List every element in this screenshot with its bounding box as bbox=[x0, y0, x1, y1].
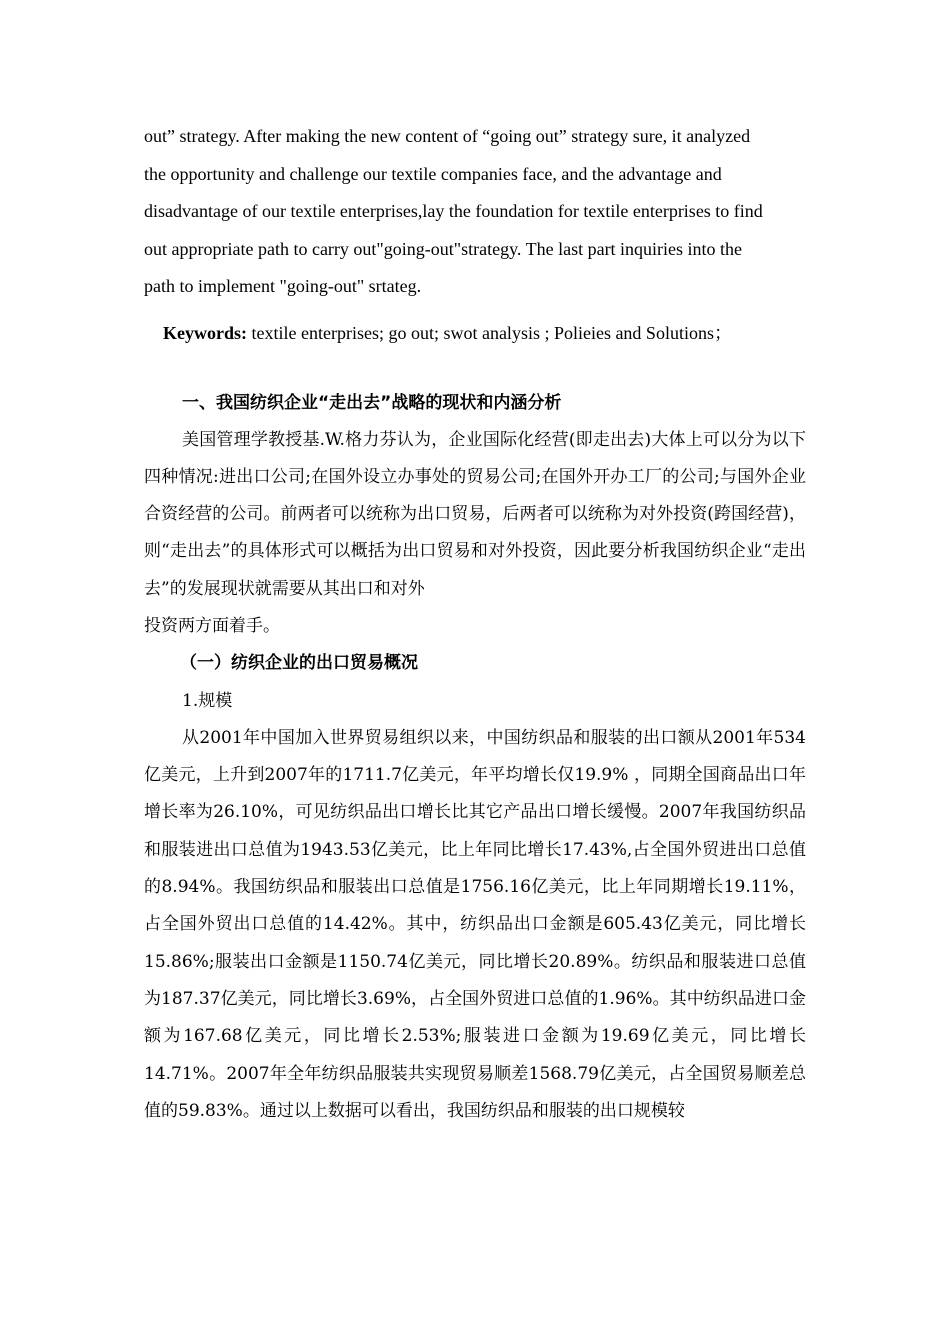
keywords-text: textile enterprises; go out; swot analysis ; Polieies and Solutions； bbox=[247, 322, 732, 343]
page-content bbox=[144, 118, 806, 1130]
keywords-line bbox=[163, 318, 806, 348]
body-paragraph-tail: 投资两方面着手。 bbox=[144, 615, 280, 636]
keywords-label: Keywords: bbox=[163, 322, 247, 343]
list-item-heading: 1.规模 bbox=[182, 690, 233, 711]
abstract-line: disadvantage of our textile enterprises,lay the foundation for textile enterprises to find bbox=[144, 201, 763, 221]
body-paragraph: 美国管理学教授基.W.格力芬认为，企业国际化经营(即走出去)大体上可以分为以下四种情况:进出口公司;在国外设立办事处的贸易公司;在国外开办工厂的公司;与国外企业合资经营的公司。前两者可以统称为出口贸易，后两者可以统称为对外投资(跨国经营)，则“走出去”的具体形式可以概括为出口贸易和对外投资，因此要分析我国纺织企业“走出去”的发展现状就需要从其出口和对外 bbox=[144, 429, 806, 599]
abstract-line: out appropriate path to carry out"going-out"strategy. The last part inquiries into the bbox=[144, 238, 743, 259]
body-paragraph: 从2001年中国加入世界贸易组织以来，中国纺织品和服装的出口额从2001年534亿美元，上升到2007年的1711.7亿美元，年平均增长仅19.9% ，同期全国商品出口年增长率为26.10%，可见纺织品出口增长比其它产品出口增长缓慢。2007年我国纺织品和服装进出口总值为1943.53亿美元，比上年同比增长17.43%,占全国外贸进出口总值的8.94%。我国纺织品和服装出口总值是1756.16亿美元，比上年同期增长19.11%，占全国外贸出口总值的14.42%。其中，纺织品出口金额是605.43亿美元，同比增长15.86%;服装出口金额是1150.74亿美元，同比增长20.89%。纺织品和服装进口总值为187.37亿美元，同比增长3.69%，占全国外贸进口总值的1.96%。其中纺织品进口金额为167.68亿美元，同比增长2.53%;服装进口金额为19.69亿美元，同比增长14.71%。2007年全年纺织品服装共实现贸易顺差1568.79亿美元，占全国贸易顺差总值的59.83%。通过以上数据可以看出，我国纺织品和服装的出口规模较 bbox=[144, 727, 806, 1121]
section-heading: 一、我国纺织企业“走出去”战略的现状和内涵分析 bbox=[182, 392, 562, 413]
subsection-heading: （一）纺织企业的出口贸易概况 bbox=[180, 653, 418, 674]
abstract-line: path to implement "going-out" srtateg. bbox=[144, 276, 422, 296]
abstract-line: the opportunity and challenge our textile companies face, and the advantage and bbox=[144, 163, 722, 184]
abstract-line: out” strategy. After making the new content of “going out” strategy sure, it analyzed bbox=[144, 126, 751, 146]
abstract-paragraph bbox=[144, 118, 806, 306]
